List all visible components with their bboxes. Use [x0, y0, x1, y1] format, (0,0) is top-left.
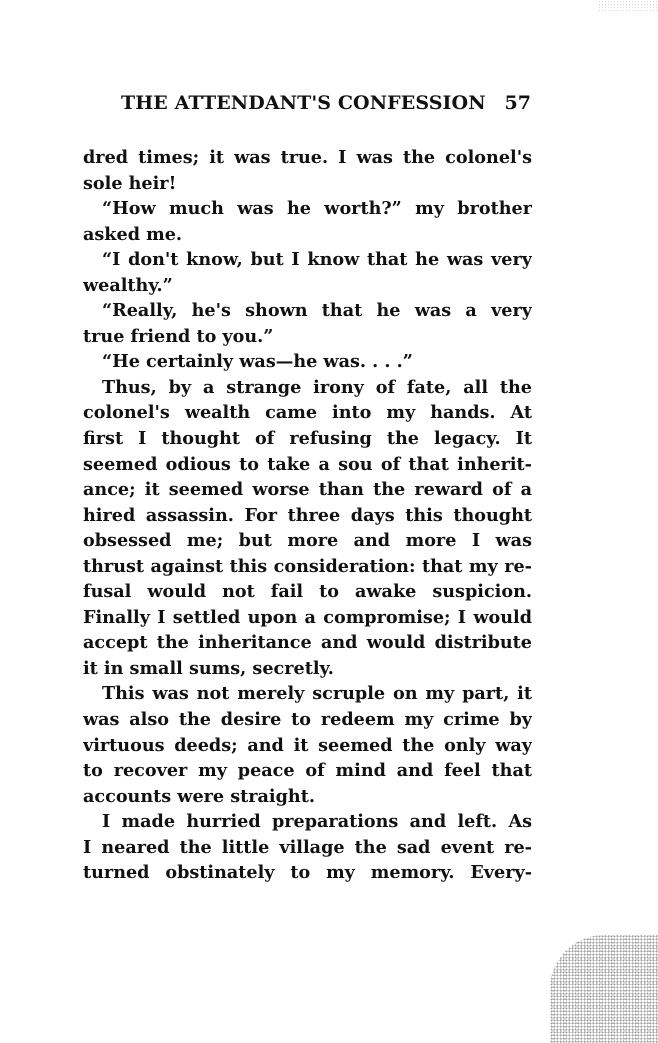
running-title: THE ATTENDANT'S CONFESSION [121, 92, 486, 114]
text-line: accounts were straight. [83, 785, 315, 807]
text-line: accept the inheritance and would distribute [83, 632, 532, 654]
text-line: it in small sums, secretly. [83, 657, 334, 679]
text-line: to recover my peace of mind and feel that [83, 760, 532, 782]
text-line: “How much was he worth?” my brother [102, 198, 532, 220]
text-line: true friend to you.” [83, 325, 274, 347]
text-line: “I don't know, but I know that he was very [102, 249, 532, 271]
text-line: I neared the little village the sad event re- [83, 836, 532, 858]
text-line: wealthy.” [83, 274, 173, 296]
text-line: This was not merely scruple on my part, it [102, 683, 532, 705]
body-text [83, 145, 532, 886]
text-line: “He certainly was—he was. . . .” [102, 351, 413, 373]
text-line: obsessed me; but more and more I was [83, 530, 532, 552]
text-line: seemed odious to take a sou of that inherit- [83, 453, 532, 475]
text-line: was also the desire to redeem my crime by [83, 709, 532, 731]
page-number: 57 [504, 92, 531, 114]
text-line: “Really, he's shown that he was a very [102, 300, 532, 322]
text-line: I made hurried preparations and left. As [102, 811, 532, 833]
scan-smudge [550, 935, 658, 1043]
text-line: sole heir! [83, 172, 177, 194]
text-line: ance; it seemed worse than the reward of a [83, 479, 532, 501]
text-line: fusal would not fail to awake suspicion. [83, 581, 532, 603]
text-line: Thus, by a strange irony of fate, all the [102, 376, 532, 398]
text-line: hired assassin. For three days this thought [83, 504, 532, 526]
text-line: dred times; it was true. I was the colonel's [83, 147, 532, 168]
text-line: Finally I settled upon a compromise; I would [83, 606, 532, 628]
text-line: asked me. [83, 223, 183, 245]
text-line: colonel's wealth came into my hands. At [83, 402, 532, 424]
text-line: thrust against this consideration: that my re- [83, 555, 532, 577]
scan-speckle [598, 0, 658, 12]
text-line: turned obstinately to my memory. Every- [83, 862, 532, 884]
text-line: first I thought of refusing the legacy. It [83, 428, 532, 450]
running-head [121, 92, 531, 120]
text-line: virtuous deeds; and it seemed the only way [83, 734, 532, 756]
